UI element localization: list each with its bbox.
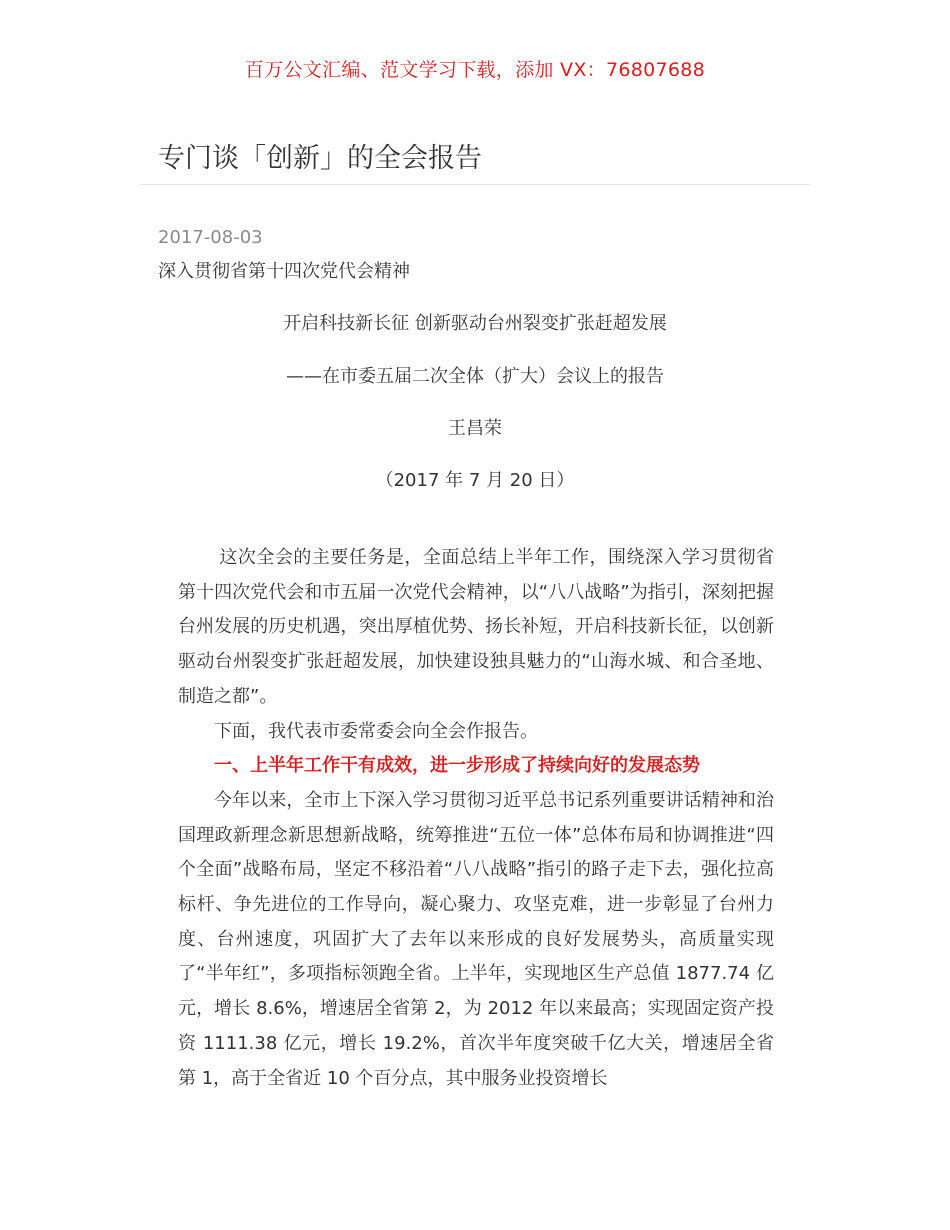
article-author: 王昌荣	[448, 418, 502, 439]
article-headline: 开启科技新长征 创新驱动台州裂变扩张赶超发展	[283, 313, 667, 334]
paragraph-intro: 这次全会的主要任务是，全面总结上半年工作，围绕深入学习贯彻省第十四次党代会和市五届一次党代会精神，以“八八战略”为指引，深刻把握台州发展的历史机遇，突出厚植优势、扬长补短，开启科技新长征，以创新驱动台州裂变扩张赶超发展，加快建设独具魅力的“山海水城、和合圣地、制造之都”。	[178, 547, 774, 707]
paragraph-report-intro: 下面，我代表市委常委会向全会作报告。	[214, 720, 538, 742]
publish-date: 2017-08-03	[158, 227, 263, 248]
paragraph-first-half-review: 今年以来，全市上下深入学习贯彻习近平总书记系列重要讲话精神和治国理政新理念新思想新战略，统筹推进“五位一体”总体布局和协调推进“四个全面”战略布局，坚定不移沿着“八八战略”指引的路子走下去，强化拉高标杆、争先进位的工作导向，凝心聚力、攻坚克难，进一步彰显了台州力度、台州速度，巩固扩大了去年以来形成的良好发展势头，高质量实现了“半年红”，多项指标领跑全省。上半年，实现地区生产总值 1877.74 亿元，增长 8.6%，增速居全省第 2，为 2012 年以来最高；实现固定资产投资 1111.38 亿元，增长 19.2%，首次半年度突破千亿大关，增速居全省第 1，高于全省近 10 个百分点，其中服务业投资增长	[178, 789, 774, 1089]
article-subheadline: ——在市委五届二次全体（扩大）会议上的报告	[286, 366, 664, 387]
title-divider	[140, 184, 810, 185]
page-title: 专门谈「创新」的全会报告	[158, 143, 482, 174]
article-lead: 深入贯彻省第十四次党代会精神	[158, 261, 410, 282]
article-body	[178, 541, 774, 1096]
speech-date: （2017 年 7 月 20 日）	[375, 470, 575, 491]
promo-banner: 百万公文汇编、范文学习下载，添加 VX：76807688	[244, 59, 706, 81]
section-heading-1: 一、上半年工作干有成效，进一步形成了持续向好的发展态势	[214, 755, 700, 777]
